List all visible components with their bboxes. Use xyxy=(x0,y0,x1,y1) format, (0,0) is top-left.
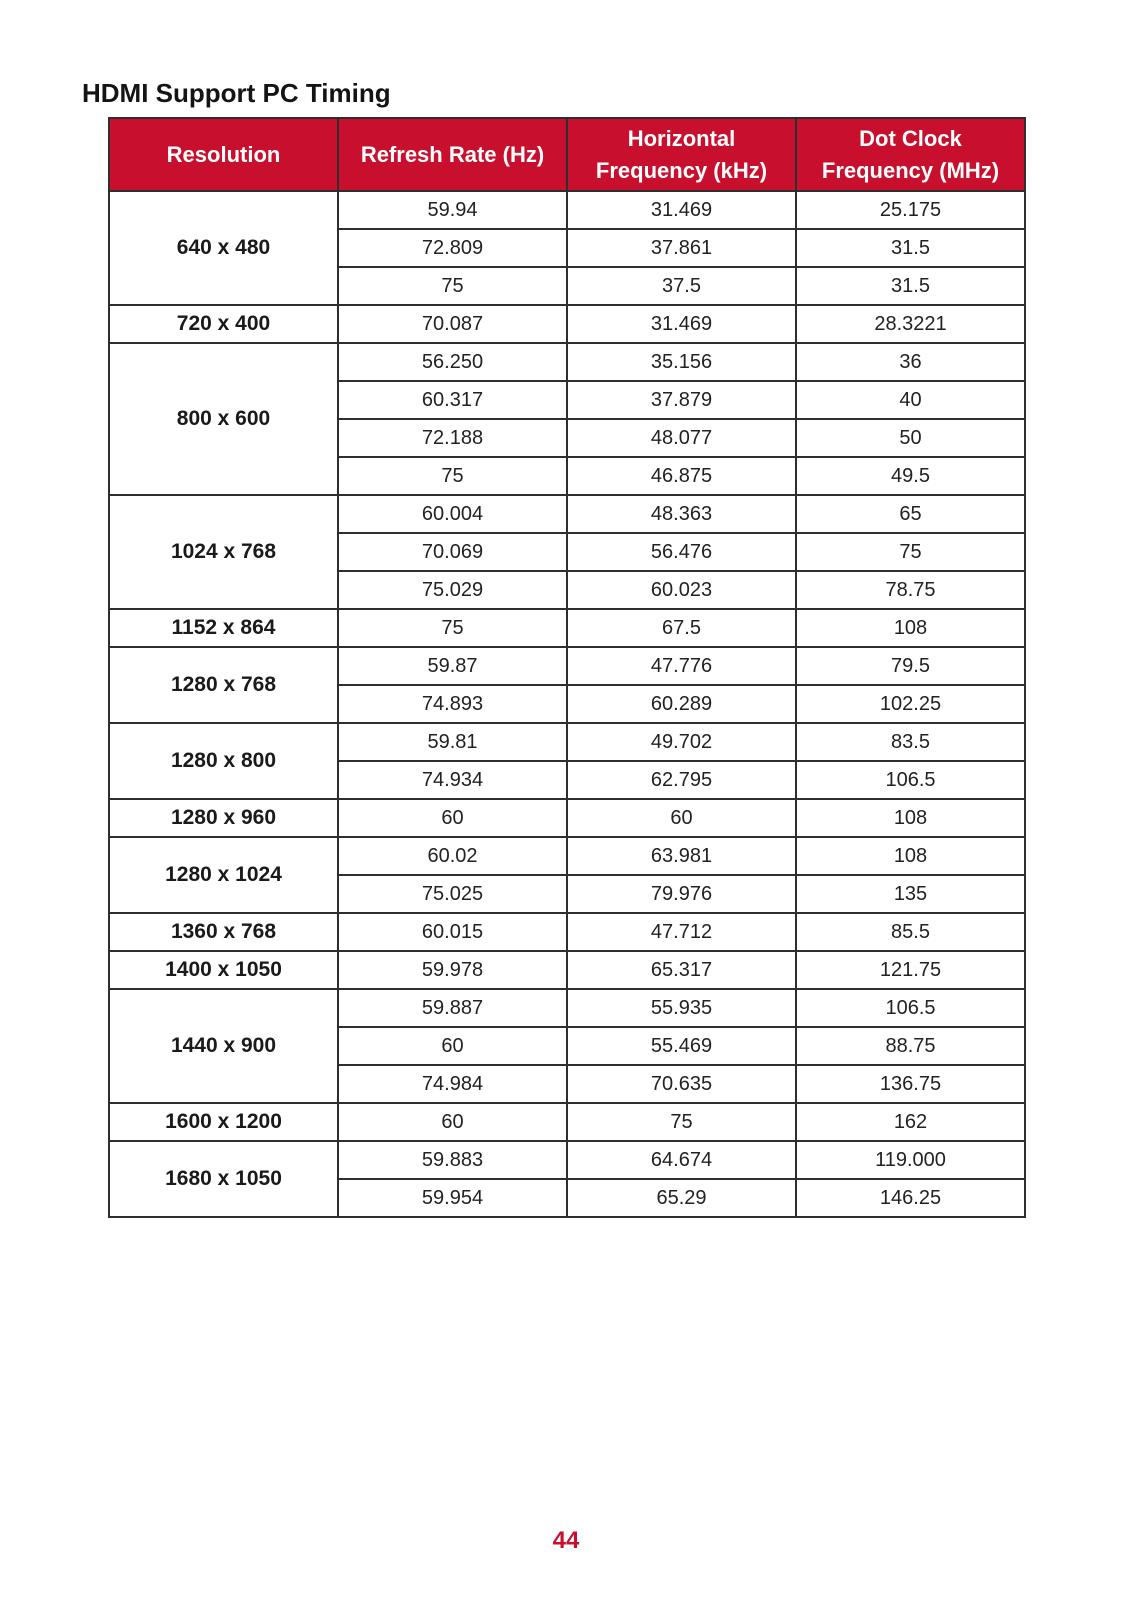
horizontal-frequency-cell: 31.469 xyxy=(567,305,796,343)
header-refresh-rate xyxy=(338,118,567,191)
horizontal-frequency-cell: 49.702 xyxy=(567,723,796,761)
resolution-cell: 1024 x 768 xyxy=(109,495,338,609)
refresh-rate-cell: 60 xyxy=(338,1103,567,1141)
refresh-rate-cell: 75 xyxy=(338,609,567,647)
refresh-rate-cell: 59.978 xyxy=(338,951,567,989)
table-row xyxy=(109,723,1025,761)
dot-clock-cell: 49.5 xyxy=(796,457,1025,495)
refresh-rate-cell: 74.893 xyxy=(338,685,567,723)
dot-clock-cell: 50 xyxy=(796,419,1025,457)
table-row xyxy=(109,1103,1025,1141)
horizontal-frequency-cell: 48.363 xyxy=(567,495,796,533)
dot-clock-cell: 121.75 xyxy=(796,951,1025,989)
refresh-rate-cell: 75 xyxy=(338,457,567,495)
dot-clock-cell: 78.75 xyxy=(796,571,1025,609)
refresh-rate-cell: 59.87 xyxy=(338,647,567,685)
dot-clock-cell: 85.5 xyxy=(796,913,1025,951)
dot-clock-cell: 106.5 xyxy=(796,989,1025,1027)
horizontal-frequency-cell: 46.875 xyxy=(567,457,796,495)
dot-clock-cell: 102.25 xyxy=(796,685,1025,723)
table-row xyxy=(109,343,1025,381)
table-row xyxy=(109,495,1025,533)
refresh-rate-cell: 59.954 xyxy=(338,1179,567,1217)
refresh-rate-cell: 75.029 xyxy=(338,571,567,609)
dot-clock-cell: 106.5 xyxy=(796,761,1025,799)
dot-clock-cell: 40 xyxy=(796,381,1025,419)
horizontal-frequency-cell: 60.289 xyxy=(567,685,796,723)
horizontal-frequency-cell: 60 xyxy=(567,799,796,837)
dot-clock-cell: 119.000 xyxy=(796,1141,1025,1179)
resolution-cell: 720 x 400 xyxy=(109,305,338,343)
horizontal-frequency-cell: 56.476 xyxy=(567,533,796,571)
horizontal-frequency-cell: 65.29 xyxy=(567,1179,796,1217)
table-body xyxy=(109,191,1025,1217)
header-text-line: Resolution xyxy=(166,141,281,167)
dot-clock-cell: 108 xyxy=(796,837,1025,875)
dot-clock-cell: 162 xyxy=(796,1103,1025,1141)
refresh-rate-cell: 70.069 xyxy=(338,533,567,571)
table-row xyxy=(109,305,1025,343)
refresh-rate-cell: 59.883 xyxy=(338,1141,567,1179)
horizontal-frequency-cell: 37.5 xyxy=(567,267,796,305)
dot-clock-cell: 31.5 xyxy=(796,229,1025,267)
refresh-rate-cell: 70.087 xyxy=(338,305,567,343)
page-title: HDMI Support PC Timing xyxy=(82,78,391,108)
horizontal-frequency-cell: 75 xyxy=(567,1103,796,1141)
horizontal-frequency-cell: 48.077 xyxy=(567,419,796,457)
horizontal-frequency-cell: 63.981 xyxy=(567,837,796,875)
table-row xyxy=(109,989,1025,1027)
horizontal-frequency-cell: 47.776 xyxy=(567,647,796,685)
refresh-rate-cell: 60.02 xyxy=(338,837,567,875)
refresh-rate-cell: 72.188 xyxy=(338,419,567,457)
header-horizontal-frequency xyxy=(567,118,796,191)
table-row xyxy=(109,1141,1025,1179)
refresh-rate-cell: 72.809 xyxy=(338,229,567,267)
dot-clock-cell: 79.5 xyxy=(796,647,1025,685)
resolution-cell: 1600 x 1200 xyxy=(109,1103,338,1141)
horizontal-frequency-cell: 70.635 xyxy=(567,1065,796,1103)
refresh-rate-cell: 60.015 xyxy=(338,913,567,951)
resolution-cell: 1400 x 1050 xyxy=(109,951,338,989)
dot-clock-cell: 28.3221 xyxy=(796,305,1025,343)
table-row xyxy=(109,951,1025,989)
dot-clock-cell: 65 xyxy=(796,495,1025,533)
horizontal-frequency-cell: 67.5 xyxy=(567,609,796,647)
dot-clock-cell: 146.25 xyxy=(796,1179,1025,1217)
resolution-cell: 1680 x 1050 xyxy=(109,1141,338,1217)
dot-clock-cell: 108 xyxy=(796,609,1025,647)
horizontal-frequency-cell: 64.674 xyxy=(567,1141,796,1179)
horizontal-frequency-cell: 65.317 xyxy=(567,951,796,989)
refresh-rate-cell: 60 xyxy=(338,1027,567,1065)
horizontal-frequency-cell: 62.795 xyxy=(567,761,796,799)
dot-clock-cell: 31.5 xyxy=(796,267,1025,305)
refresh-rate-cell: 74.934 xyxy=(338,761,567,799)
refresh-rate-cell: 60.004 xyxy=(338,495,567,533)
header-text-line: Dot Clock xyxy=(859,125,962,151)
header-dot-clock xyxy=(796,118,1025,191)
header-text-line: Frequency (MHz) xyxy=(821,157,1000,183)
dot-clock-cell: 136.75 xyxy=(796,1065,1025,1103)
dot-clock-cell: 25.175 xyxy=(796,191,1025,229)
refresh-rate-cell: 56.250 xyxy=(338,343,567,381)
dot-clock-cell: 83.5 xyxy=(796,723,1025,761)
horizontal-frequency-cell: 55.935 xyxy=(567,989,796,1027)
horizontal-frequency-cell: 47.712 xyxy=(567,913,796,951)
resolution-cell: 1280 x 960 xyxy=(109,799,338,837)
resolution-cell: 1440 x 900 xyxy=(109,989,338,1103)
horizontal-frequency-cell: 37.879 xyxy=(567,381,796,419)
horizontal-frequency-cell: 37.861 xyxy=(567,229,796,267)
table-row xyxy=(109,837,1025,875)
horizontal-frequency-cell: 79.976 xyxy=(567,875,796,913)
refresh-rate-cell: 59.81 xyxy=(338,723,567,761)
dot-clock-cell: 135 xyxy=(796,875,1025,913)
horizontal-frequency-cell: 35.156 xyxy=(567,343,796,381)
table-row xyxy=(109,647,1025,685)
refresh-rate-cell: 74.984 xyxy=(338,1065,567,1103)
table-row xyxy=(109,799,1025,837)
resolution-cell: 1152 x 864 xyxy=(109,609,338,647)
resolution-cell: 1280 x 1024 xyxy=(109,837,338,913)
refresh-rate-cell: 59.887 xyxy=(338,989,567,1027)
dot-clock-cell: 36 xyxy=(796,343,1025,381)
horizontal-frequency-cell: 31.469 xyxy=(567,191,796,229)
horizontal-frequency-cell: 60.023 xyxy=(567,571,796,609)
header-text-line: Frequency (kHz) xyxy=(595,157,768,183)
table-header xyxy=(109,118,1025,191)
resolution-cell: 800 x 600 xyxy=(109,343,338,495)
page-number: 44 xyxy=(552,1527,580,1554)
refresh-rate-cell: 60 xyxy=(338,799,567,837)
resolution-cell: 1360 x 768 xyxy=(109,913,338,951)
dot-clock-cell: 88.75 xyxy=(796,1027,1025,1065)
header-text-line: Refresh Rate (Hz) xyxy=(360,141,545,167)
resolution-cell: 640 x 480 xyxy=(109,191,338,305)
dot-clock-cell: 75 xyxy=(796,533,1025,571)
horizontal-frequency-cell: 55.469 xyxy=(567,1027,796,1065)
pc-timing-table xyxy=(108,117,1026,1218)
table-row xyxy=(109,191,1025,229)
header-row xyxy=(109,118,1025,191)
dot-clock-cell: 108 xyxy=(796,799,1025,837)
refresh-rate-cell: 75.025 xyxy=(338,875,567,913)
header-text-line: Horizontal xyxy=(627,125,736,151)
table-row xyxy=(109,913,1025,951)
resolution-cell: 1280 x 768 xyxy=(109,647,338,723)
header-resolution xyxy=(109,118,338,191)
refresh-rate-cell: 59.94 xyxy=(338,191,567,229)
refresh-rate-cell: 75 xyxy=(338,267,567,305)
resolution-cell: 1280 x 800 xyxy=(109,723,338,799)
table-row xyxy=(109,609,1025,647)
refresh-rate-cell: 60.317 xyxy=(338,381,567,419)
